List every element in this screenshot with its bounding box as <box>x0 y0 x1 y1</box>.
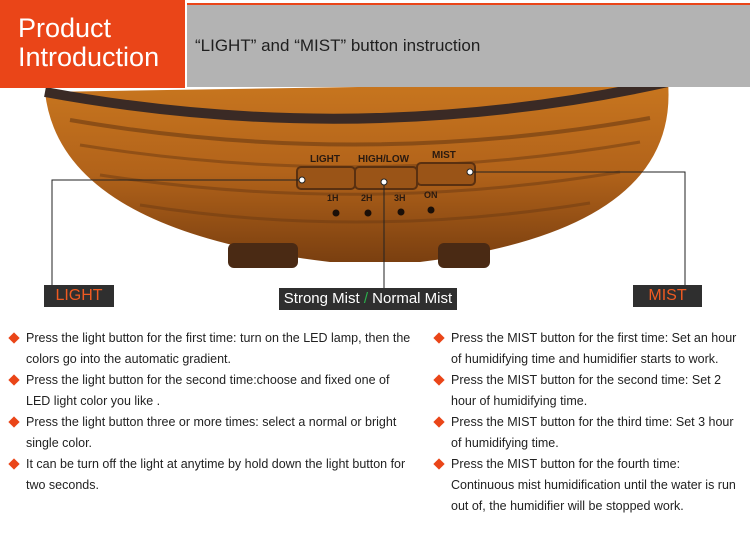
timer-label-on: ON <box>424 190 438 200</box>
instruction-text: Press the MIST button for the second time: Set 2 hour of humidifying time. <box>451 373 722 408</box>
list-item <box>8 370 413 412</box>
button-label-mist: MIST <box>432 150 456 161</box>
instruction-text: It can be turn off the light at anytime by hold down the light button for two seconds. <box>26 457 406 492</box>
diamond-bullet-icon <box>433 458 444 469</box>
mist-callout: MIST <box>633 285 702 307</box>
list-item <box>8 412 413 454</box>
diamond-bullet-icon <box>8 374 19 385</box>
instruction-text: Press the MIST button for the third time: Set 3 hour of humidifying time. <box>451 415 734 450</box>
timer-label-1h: 1H <box>327 193 339 203</box>
list-item <box>8 454 413 496</box>
list-item <box>8 328 413 370</box>
timer-label-2h: 2H <box>361 193 373 203</box>
strong-mist-label: Strong Mist <box>283 290 360 307</box>
instruction-text: Press the MIST button for the first time: Set an hour of humidifying time and humidifier starts to work. <box>451 331 737 366</box>
title-banner <box>0 0 185 88</box>
diamond-bullet-icon <box>8 416 19 427</box>
list-item <box>433 328 745 370</box>
page-title: Product Introduction <box>18 13 160 72</box>
instruction-text: Press the light button three or more times: select a normal or bright single color. <box>26 415 397 450</box>
mist-instructions-list <box>433 328 745 517</box>
timer-label-3h: 3H <box>394 193 406 203</box>
list-item <box>433 370 745 412</box>
instruction-text: Press the light button for the second time:choose and fixed one of LED light color you like . <box>26 373 390 408</box>
light-callout: LIGHT <box>44 285 114 307</box>
diamond-bullet-icon <box>433 374 444 385</box>
normal-mist-label: Normal Mist <box>372 290 453 307</box>
diamond-bullet-icon <box>8 458 19 469</box>
mist-mode-callout <box>279 288 457 310</box>
diamond-bullet-icon <box>433 416 444 427</box>
instruction-text: Press the MIST button for the fourth time: Continuous mist humidification until the water is run out of, the humidifier will be stopped work. <box>451 457 736 513</box>
mode-separator: / <box>363 290 368 307</box>
instruction-text: Press the light button for the first time: turn on the LED lamp, then the colors go into the automatic gradient. <box>26 331 411 366</box>
button-label-light: LIGHT <box>310 154 340 165</box>
diamond-bullet-icon <box>8 332 19 343</box>
page-subtitle: “LIGHT” and “MIST” button instruction <box>195 36 481 55</box>
list-item <box>433 412 745 454</box>
light-instructions-list <box>8 328 413 496</box>
button-label-highlow: HIGH/LOW <box>358 154 410 165</box>
diamond-bullet-icon <box>433 332 444 343</box>
list-item <box>433 454 745 517</box>
